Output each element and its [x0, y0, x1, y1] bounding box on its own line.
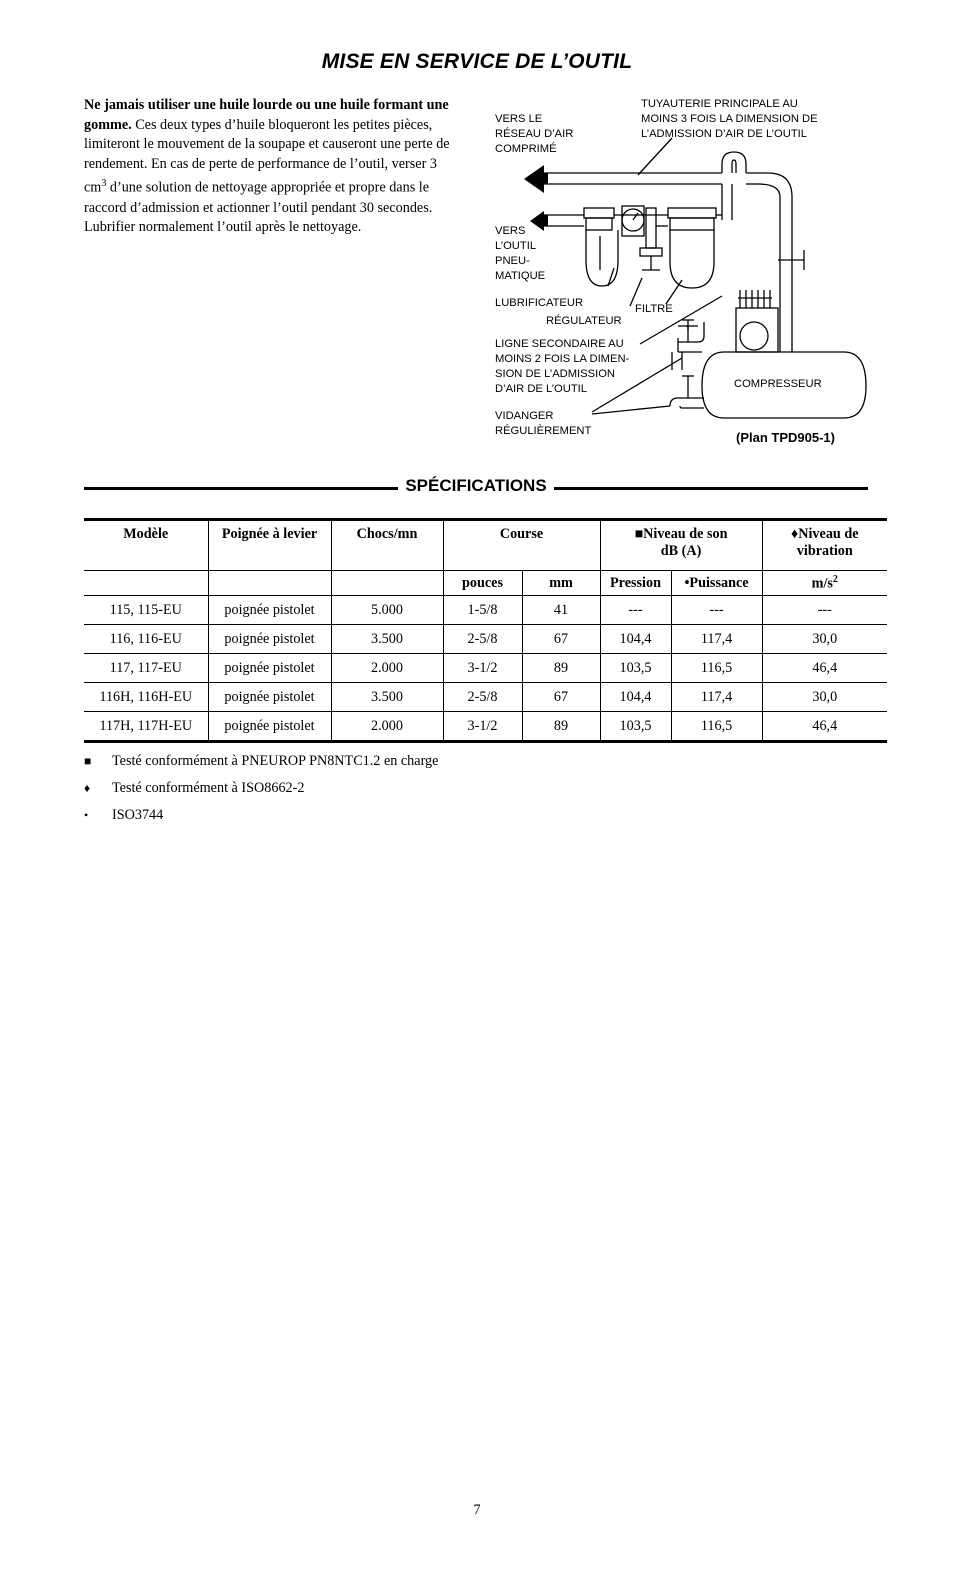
col-ms: $m/s^2$ — [762, 571, 887, 596]
cell-modele: 115, 115-EU — [84, 596, 208, 625]
dot-bullet-icon: • — [84, 808, 89, 822]
col-pression: Pression — [600, 571, 671, 596]
cell-vibration: 30,0 — [762, 625, 887, 654]
label-vers-outil: VERS L’OUTIL PNEU- MATIQUE — [495, 225, 546, 282]
square-bullet-icon: ■ — [84, 754, 92, 768]
cell-mm: 67 — [522, 683, 600, 712]
cell-pouces: 2-5/8 — [443, 625, 522, 654]
label-compresseur: COMPRESSEUR — [734, 378, 822, 390]
cell-pression: 104,4 — [600, 625, 671, 654]
cell-poignee: poignée pistolet — [208, 625, 331, 654]
cell-vibration: 46,4 — [762, 654, 887, 683]
cell-puissance: 117,4 — [671, 625, 762, 654]
cell-chocs: 3.500 — [331, 683, 443, 712]
cell-poignee: poignée pistolet — [208, 712, 331, 742]
diamond-bullet-icon: ♦ — [84, 781, 91, 795]
cell-chocs: 2.000 — [331, 654, 443, 683]
cell-pouces: 3-1/2 — [443, 712, 522, 742]
table-row — [84, 712, 887, 742]
page-number: 7 — [473, 1502, 481, 1518]
label-tuyauterie: TUYAUTERIE PRINCIPALE AU MOINS 3 FOIS LA DIMENSION DE L’ADMISSION D’AIR DE L’OUTIL — [641, 98, 818, 140]
cell-modele: 116H, 116H-EU — [84, 683, 208, 712]
intro-superscript: 3 — [101, 178, 107, 190]
cell-poignee: poignée pistolet — [208, 596, 331, 625]
cell-vibration: 30,0 — [762, 683, 887, 712]
footnote-text: Testé conformément à ISO8662-2 — [112, 780, 305, 796]
air-system-diagram — [482, 90, 882, 460]
cell-pression: 103,5 — [600, 712, 671, 742]
cell-chocs: 2.000 — [331, 712, 443, 742]
page-title: MISE EN SERVICE DE L’OUTIL — [321, 50, 633, 73]
col-niveau-son: ■Niveau de son dB (A) — [600, 520, 762, 571]
col-mm: mm — [522, 571, 600, 596]
cell-mm: 89 — [522, 712, 600, 742]
cell-vibration: --- — [762, 596, 887, 625]
col-modele: Modèle — [84, 520, 208, 571]
cell-pouces: 3-1/2 — [443, 654, 522, 683]
footnote-text: Testé conformément à PNEUROP PN8NTC1.2 en charge — [112, 753, 439, 769]
cell-pouces: 1-5/8 — [443, 596, 522, 625]
footnotes — [84, 748, 438, 829]
cell-pouces: 2-5/8 — [443, 683, 522, 712]
specifications-title: SPÉCIFICATIONS — [398, 476, 553, 495]
cell-mm: 41 — [522, 596, 600, 625]
col-chocs: Chocs/mn — [331, 520, 443, 571]
footnote-item — [84, 748, 438, 775]
col-puissance: •Puissance — [671, 571, 762, 596]
label-regulateur: RÉGULATEUR — [546, 315, 622, 327]
cell-poignee: poignée pistolet — [208, 683, 331, 712]
cell-puissance: 116,5 — [671, 654, 762, 683]
table-row — [84, 596, 887, 625]
table-row — [84, 654, 887, 683]
cell-puissance: 116,5 — [671, 712, 762, 742]
intro-text-part2: d’une solution de nettoyage appropriée et propre dans le raccord d’admission et actionner l’outil pendant 30 secondes. Lubrifier normalement l’outil après le nettoyage. — [84, 180, 433, 236]
footnote-text: ISO3744 — [112, 807, 164, 823]
intro-paragraph — [84, 96, 454, 238]
table-subheader-row — [84, 571, 887, 596]
cell-puissance: --- — [671, 596, 762, 625]
label-lubrificateur: LUBRIFICATEUR — [495, 297, 584, 309]
col-course: Course — [443, 520, 600, 571]
cell-puissance: 117,4 — [671, 683, 762, 712]
cell-chocs: 3.500 — [331, 625, 443, 654]
cell-pression: --- — [600, 596, 671, 625]
label-vers-reseau: VERS LE RÉSEAU D’AIR COMPRIMÉ — [495, 113, 574, 155]
label-filtre: FILTRE — [635, 303, 673, 315]
cell-poignee: poignée pistolet — [208, 654, 331, 683]
table-header-row — [84, 520, 887, 571]
col-niveau-vibration: ♦Niveau de vibration — [762, 520, 887, 571]
cell-vibration: 46,4 — [762, 712, 887, 742]
plan-reference: (Plan TPD905-1) — [736, 430, 835, 445]
cell-modele: 117H, 117H-EU — [84, 712, 208, 742]
cell-chocs: 5.000 — [331, 596, 443, 625]
label-ligne-secondaire: LIGNE SECONDAIRE AU MOINS 2 FOIS LA DIMEN- SION DE L’ADMISSION D’AIR DE L’OUTIL — [495, 338, 630, 395]
footnote-item — [84, 775, 438, 802]
cell-pression: 103,5 — [600, 654, 671, 683]
specifications-heading — [84, 476, 868, 500]
specifications-table — [84, 518, 887, 743]
cell-pression: 104,4 — [600, 683, 671, 712]
intro-warning: Ne jamais utiliser une huile lourde ou une huile formant une gomme. — [84, 97, 449, 133]
col-poignee: Poignée à levier — [208, 520, 331, 571]
cell-modele: 117, 117-EU — [84, 654, 208, 683]
col-pouces: pouces — [443, 571, 522, 596]
cell-modele: 116, 116-EU — [84, 625, 208, 654]
cell-mm: 89 — [522, 654, 600, 683]
cell-mm: 67 — [522, 625, 600, 654]
label-vidanger: VIDANGER RÉGULIÈREMENT — [495, 410, 592, 437]
table-row — [84, 683, 887, 712]
table-row — [84, 625, 887, 654]
intro-text-part1: Ces deux types d’huile bloqueront les petites pièces, limiteront le mouvement de la soupape et causeront une perte de rendement. En cas de perte de performance de l’outil, verser 3 cm — [84, 116, 450, 197]
footnote-item — [84, 802, 438, 829]
